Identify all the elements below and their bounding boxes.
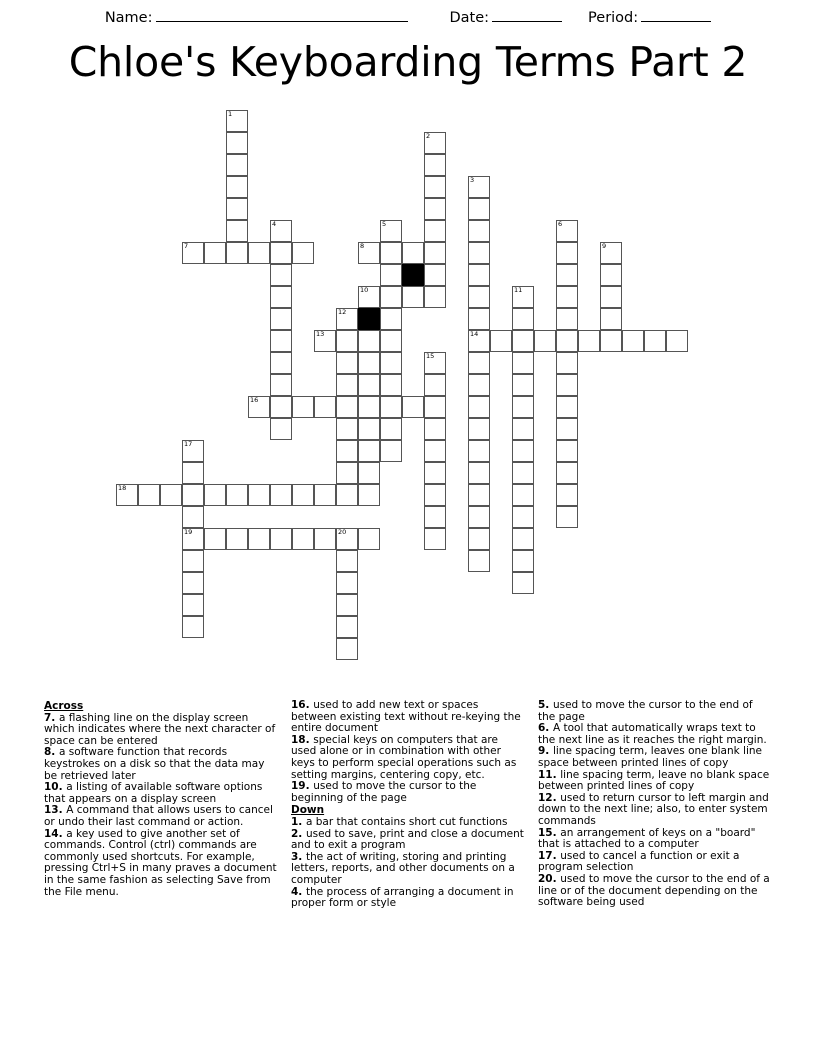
- grid-cell[interactable]: [512, 506, 534, 528]
- grid-cell[interactable]: [182, 506, 204, 528]
- grid-cell[interactable]: [424, 198, 446, 220]
- grid-cell[interactable]: [270, 396, 292, 418]
- grid-cell[interactable]: [314, 528, 336, 550]
- grid-cell[interactable]: [182, 550, 204, 572]
- clue-text: used to cancel a function or exit a program selection: [538, 849, 740, 874]
- grid-cell[interactable]: [380, 220, 402, 242]
- grid-cell[interactable]: [468, 220, 490, 242]
- grid-cell-number: 14: [470, 330, 479, 338]
- grid-block-cell: [402, 264, 424, 286]
- grid-cell-number: 3: [470, 176, 475, 184]
- grid-cell[interactable]: [468, 176, 490, 198]
- grid-cell[interactable]: [556, 462, 578, 484]
- clue-text: an arrangement of keys on a "board" that is attached to a computer: [538, 826, 756, 851]
- grid-cell[interactable]: [424, 132, 446, 154]
- grid-cell[interactable]: [292, 528, 314, 550]
- grid-cell[interactable]: [116, 484, 138, 506]
- grid-cell[interactable]: [556, 242, 578, 264]
- grid-cell-number: 12: [338, 308, 347, 316]
- grid-cell[interactable]: [336, 374, 358, 396]
- grid-cell[interactable]: [226, 154, 248, 176]
- grid-cell[interactable]: [358, 330, 380, 352]
- grid-cell[interactable]: [600, 242, 622, 264]
- clue-text: the process of arranging a document in proper form or style: [291, 885, 514, 910]
- grid-cell[interactable]: [512, 440, 534, 462]
- grid-cell[interactable]: [380, 440, 402, 462]
- grid-cell[interactable]: [424, 396, 446, 418]
- clue-number: 17.: [538, 849, 561, 862]
- clue-number: 16.: [291, 699, 314, 711]
- grid-cell[interactable]: [424, 418, 446, 440]
- grid-cell[interactable]: [424, 462, 446, 484]
- grid-cell[interactable]: [292, 484, 314, 506]
- grid-cell[interactable]: [270, 484, 292, 506]
- clue-number: 19.: [291, 780, 314, 793]
- grid-cell[interactable]: [512, 462, 534, 484]
- clue-column-right: [538, 700, 772, 909]
- grid-cell[interactable]: [358, 418, 380, 440]
- grid-block-cell: [358, 308, 380, 330]
- grid-cell[interactable]: [270, 528, 292, 550]
- grid-cell[interactable]: [512, 572, 534, 594]
- grid-cell[interactable]: [380, 264, 402, 286]
- grid-cell[interactable]: [556, 396, 578, 418]
- grid-cell[interactable]: [336, 550, 358, 572]
- grid-cell[interactable]: [556, 308, 578, 330]
- grid-cell-number: 2: [426, 132, 431, 140]
- grid-cell[interactable]: [424, 264, 446, 286]
- clue-down-12: [538, 793, 772, 828]
- grid-cell-number: 8: [360, 242, 365, 250]
- grid-cell[interactable]: [336, 638, 358, 660]
- grid-cell-number: 9: [602, 242, 607, 250]
- down-heading: Down: [291, 804, 325, 817]
- grid-cell[interactable]: [512, 308, 534, 330]
- grid-cell[interactable]: [512, 396, 534, 418]
- grid-cell[interactable]: [490, 330, 512, 352]
- grid-cell[interactable]: [622, 330, 644, 352]
- grid-cell[interactable]: [556, 484, 578, 506]
- grid-cell[interactable]: [182, 594, 204, 616]
- grid-cell-number: 16: [250, 396, 259, 404]
- page-title: Chloe's Keyboarding Terms Part 2: [68, 38, 748, 86]
- grid-cell[interactable]: [556, 352, 578, 374]
- clue-text: the act of writing, storing and printing letters, reports, and other documents on a computer: [291, 850, 515, 886]
- grid-cell[interactable]: [314, 330, 336, 352]
- grid-cell[interactable]: [468, 462, 490, 484]
- grid-cell[interactable]: [182, 484, 204, 506]
- clue-number: 6.: [538, 722, 553, 735]
- grid-cell[interactable]: [270, 242, 292, 264]
- clue-down-3: [291, 852, 526, 887]
- grid-cell[interactable]: [270, 374, 292, 396]
- grid-cell[interactable]: [270, 418, 292, 440]
- clue-text: used to move the cursor to the end of the page: [538, 699, 753, 723]
- grid-cell[interactable]: [380, 308, 402, 330]
- clue-number: 7.: [44, 711, 59, 724]
- clue-text: used to add new text or spaces between existing text without re-keying the entire document: [291, 699, 521, 735]
- grid-cell[interactable]: [468, 506, 490, 528]
- name-label: Name:: [104, 10, 153, 26]
- grid-cell[interactable]: [248, 484, 270, 506]
- clue-number: 1.: [291, 815, 306, 828]
- grid-cell[interactable]: [226, 220, 248, 242]
- clue-column-left: [44, 700, 279, 898]
- grid-cell[interactable]: [468, 242, 490, 264]
- clue-number: 10.: [44, 781, 67, 794]
- grid-cell[interactable]: [512, 374, 534, 396]
- clue-number: 5.: [538, 699, 553, 711]
- grid-cell[interactable]: [644, 330, 666, 352]
- grid-cell[interactable]: [204, 528, 226, 550]
- grid-cell-number: 1: [228, 110, 233, 118]
- grid-cell[interactable]: [402, 286, 424, 308]
- grid-cell[interactable]: [270, 220, 292, 242]
- grid-cell[interactable]: [336, 308, 358, 330]
- grid-cell[interactable]: [270, 286, 292, 308]
- grid-cell[interactable]: [160, 484, 182, 506]
- grid-cell[interactable]: [424, 506, 446, 528]
- grid-cell[interactable]: [424, 176, 446, 198]
- clue-across-14: [44, 829, 279, 899]
- grid-cell[interactable]: [292, 396, 314, 418]
- grid-cell[interactable]: [270, 264, 292, 286]
- grid-cell[interactable]: [336, 418, 358, 440]
- grid-cell[interactable]: [336, 330, 358, 352]
- clue-across-10: [44, 782, 279, 805]
- grid-cell[interactable]: [424, 154, 446, 176]
- clue-text: a software function that records keystrokes on a disk so that the data may be retrieved later: [44, 746, 265, 782]
- grid-cell[interactable]: [600, 330, 622, 352]
- clue-text: a flashing line on the display screen which indicates where the next character of space can be entered: [44, 711, 276, 747]
- period-label: Period:: [588, 10, 639, 26]
- grid-cell[interactable]: [424, 528, 446, 550]
- grid-cell[interactable]: [556, 506, 578, 528]
- grid-cell[interactable]: [380, 352, 402, 374]
- date-label: Date:: [449, 10, 490, 26]
- grid-cell[interactable]: [380, 418, 402, 440]
- clue-text: A tool that automatically wraps text to the next line as it reaches the right margin.: [538, 722, 767, 746]
- clue-text: used to return cursor to left margin and down to the next line; also, to enter system commands: [538, 791, 769, 827]
- grid-cell[interactable]: [248, 396, 270, 418]
- clue-number: 11.: [538, 768, 561, 781]
- grid-cell[interactable]: [336, 594, 358, 616]
- grid-cell[interactable]: [336, 396, 358, 418]
- grid-cell[interactable]: [182, 440, 204, 462]
- grid-cell-number: 4: [272, 220, 277, 228]
- grid-cell[interactable]: [380, 330, 402, 352]
- grid-cell[interactable]: [336, 528, 358, 550]
- grid-cell[interactable]: [468, 396, 490, 418]
- grid-cell[interactable]: [556, 220, 578, 242]
- clue-across-19: [291, 781, 526, 804]
- grid-cell[interactable]: [468, 308, 490, 330]
- clue-number: 15.: [538, 826, 561, 839]
- clue-down-9: [538, 746, 772, 769]
- grid-cell[interactable]: [468, 198, 490, 220]
- grid-cell[interactable]: [512, 330, 534, 352]
- clue-number: 14.: [44, 827, 67, 840]
- grid-cell[interactable]: [578, 330, 600, 352]
- grid-cell[interactable]: [336, 440, 358, 462]
- grid-cell[interactable]: [468, 286, 490, 308]
- grid-cell[interactable]: [204, 484, 226, 506]
- clue-text: special keys on computers that are used alone or in combination with other keys to perform special operations such as setting margins, centering copy, etc.: [291, 733, 517, 781]
- grid-cell[interactable]: [358, 374, 380, 396]
- grid-cell[interactable]: [556, 418, 578, 440]
- grid-cell[interactable]: [402, 242, 424, 264]
- grid-cell-number: 18: [118, 484, 127, 492]
- clue-down-20: [538, 874, 772, 909]
- grid-cell[interactable]: [358, 242, 380, 264]
- grid-cell[interactable]: [424, 352, 446, 374]
- grid-cell[interactable]: [182, 572, 204, 594]
- grid-cell[interactable]: [468, 374, 490, 396]
- grid-cell[interactable]: [424, 374, 446, 396]
- grid-cell[interactable]: [380, 286, 402, 308]
- grid-cell[interactable]: [138, 484, 160, 506]
- grid-cell[interactable]: [424, 286, 446, 308]
- grid-cell[interactable]: [468, 330, 490, 352]
- grid-cell[interactable]: [182, 462, 204, 484]
- grid-cell[interactable]: [226, 132, 248, 154]
- grid-cell[interactable]: [666, 330, 688, 352]
- grid-cell[interactable]: [358, 396, 380, 418]
- grid-cell[interactable]: [248, 528, 270, 550]
- clue-across-7: [44, 713, 279, 748]
- grid-cell-number: 17: [184, 440, 193, 448]
- clue-number: 8.: [44, 746, 59, 759]
- grid-cell[interactable]: [336, 616, 358, 638]
- grid-cell[interactable]: [512, 352, 534, 374]
- grid-cell[interactable]: [512, 528, 534, 550]
- grid-cell[interactable]: [358, 352, 380, 374]
- clue-text: line spacing term, leave no blank space between printed lines of copy: [538, 768, 770, 793]
- grid-cell[interactable]: [380, 242, 402, 264]
- grid-cell[interactable]: [270, 308, 292, 330]
- clue-text: A command that allows users to cancel or undo their last command or action.: [44, 804, 273, 828]
- grid-cell[interactable]: [512, 418, 534, 440]
- grid-cell[interactable]: [468, 550, 490, 572]
- grid-cell[interactable]: [556, 286, 578, 308]
- grid-cell-number: 6: [558, 220, 563, 228]
- clue-down-5: [538, 700, 772, 723]
- across-heading: Across: [44, 700, 84, 712]
- grid-cell[interactable]: [512, 484, 534, 506]
- grid-cell[interactable]: [468, 484, 490, 506]
- clue-across-18: [291, 735, 526, 781]
- grid-cell[interactable]: [226, 484, 248, 506]
- grid-cell[interactable]: [468, 528, 490, 550]
- clue-number: 12.: [538, 791, 561, 804]
- grid-cell[interactable]: [226, 528, 248, 550]
- clue-text: line spacing term, leaves one blank line space between printed lines of copy: [538, 745, 762, 769]
- grid-cell[interactable]: [380, 374, 402, 396]
- clue-text: used to save, print and close a document and to exit a program: [291, 827, 524, 852]
- clue-text: used to move the cursor to the end of a line or of the document depending on the software being used: [538, 872, 770, 909]
- grid-cell[interactable]: [512, 550, 534, 572]
- grid-cell[interactable]: [424, 440, 446, 462]
- grid-cell[interactable]: [336, 484, 358, 506]
- grid-cell[interactable]: [358, 484, 380, 506]
- grid-cell[interactable]: [358, 440, 380, 462]
- clues-container: [44, 700, 774, 910]
- clue-down-11: [538, 770, 772, 793]
- grid-cell-number: 5: [382, 220, 387, 228]
- clue-down-6: [538, 723, 772, 746]
- grid-cell[interactable]: [380, 396, 402, 418]
- clue-across-16: [291, 700, 526, 735]
- clue-across-13: [44, 805, 279, 828]
- grid-cell[interactable]: [226, 198, 248, 220]
- grid-cell[interactable]: [468, 352, 490, 374]
- grid-cell[interactable]: [248, 242, 270, 264]
- grid-cell[interactable]: [534, 330, 556, 352]
- clue-number: 13.: [44, 804, 67, 817]
- grid-cell[interactable]: [424, 484, 446, 506]
- clue-down-4: [291, 887, 526, 910]
- grid-cell[interactable]: [182, 528, 204, 550]
- grid-cell[interactable]: [204, 242, 226, 264]
- grid-cell[interactable]: [226, 242, 248, 264]
- grid-cell[interactable]: [468, 440, 490, 462]
- clue-across-8: [44, 747, 279, 782]
- grid-cell[interactable]: [182, 616, 204, 638]
- clue-number: 3.: [291, 850, 306, 863]
- grid-cell[interactable]: [556, 264, 578, 286]
- grid-cell[interactable]: [314, 396, 336, 418]
- grid-cell[interactable]: [556, 330, 578, 352]
- grid-cell[interactable]: [336, 352, 358, 374]
- clue-text: a listing of available software options that appears on a display screen: [44, 781, 263, 805]
- clue-down-2: [291, 829, 526, 852]
- grid-cell[interactable]: [358, 462, 380, 484]
- grid-cell-number: 13: [316, 330, 325, 338]
- grid-cell[interactable]: [358, 528, 380, 550]
- clue-number: 20.: [538, 872, 561, 885]
- grid-cell[interactable]: [358, 286, 380, 308]
- grid-cell[interactable]: [314, 484, 336, 506]
- grid-cell[interactable]: [424, 220, 446, 242]
- grid-cell[interactable]: [468, 264, 490, 286]
- grid-cell[interactable]: [600, 308, 622, 330]
- clue-text: used to move the cursor to the beginning of the page: [291, 780, 477, 804]
- grid-cell-number: 7: [184, 242, 189, 250]
- grid-cell[interactable]: [600, 286, 622, 308]
- grid-cell[interactable]: [556, 440, 578, 462]
- grid-cell[interactable]: [556, 374, 578, 396]
- grid-cell-number: 10: [360, 286, 369, 294]
- grid-cell-number: 11: [514, 286, 523, 294]
- grid-cell[interactable]: [402, 396, 424, 418]
- grid-cell[interactable]: [292, 242, 314, 264]
- clue-text: a bar that contains short cut functions: [305, 815, 508, 828]
- clue-number: 4.: [291, 885, 306, 898]
- clue-number: 18.: [291, 733, 314, 746]
- grid-cell[interactable]: [424, 242, 446, 264]
- clue-column-middle: [291, 700, 526, 910]
- clue-number: 9.: [538, 745, 553, 758]
- grid-cell[interactable]: [226, 110, 248, 132]
- clue-text: a key used to give another set of commands. Control (ctrl) commands are commonly used shortcuts. For example, pressing Ctrl+S in many praves a document in the same fashion as selecting Save from the File menu.: [44, 827, 277, 898]
- grid-cell[interactable]: [336, 462, 358, 484]
- clue-down-15: [538, 828, 772, 851]
- grid-cell[interactable]: [270, 330, 292, 352]
- grid-cell-number: 19: [184, 528, 193, 536]
- clue-down-17: [538, 851, 772, 874]
- grid-cell[interactable]: [182, 242, 204, 264]
- grid-cell-number: 15: [426, 352, 435, 360]
- grid-cell[interactable]: [226, 176, 248, 198]
- grid-cell[interactable]: [468, 418, 490, 440]
- clue-number: 2.: [291, 827, 306, 840]
- grid-cell[interactable]: [336, 572, 358, 594]
- grid-cell[interactable]: [270, 352, 292, 374]
- grid-cell[interactable]: [512, 286, 534, 308]
- grid-cell-number: 20: [338, 528, 347, 536]
- grid-cell[interactable]: [600, 264, 622, 286]
